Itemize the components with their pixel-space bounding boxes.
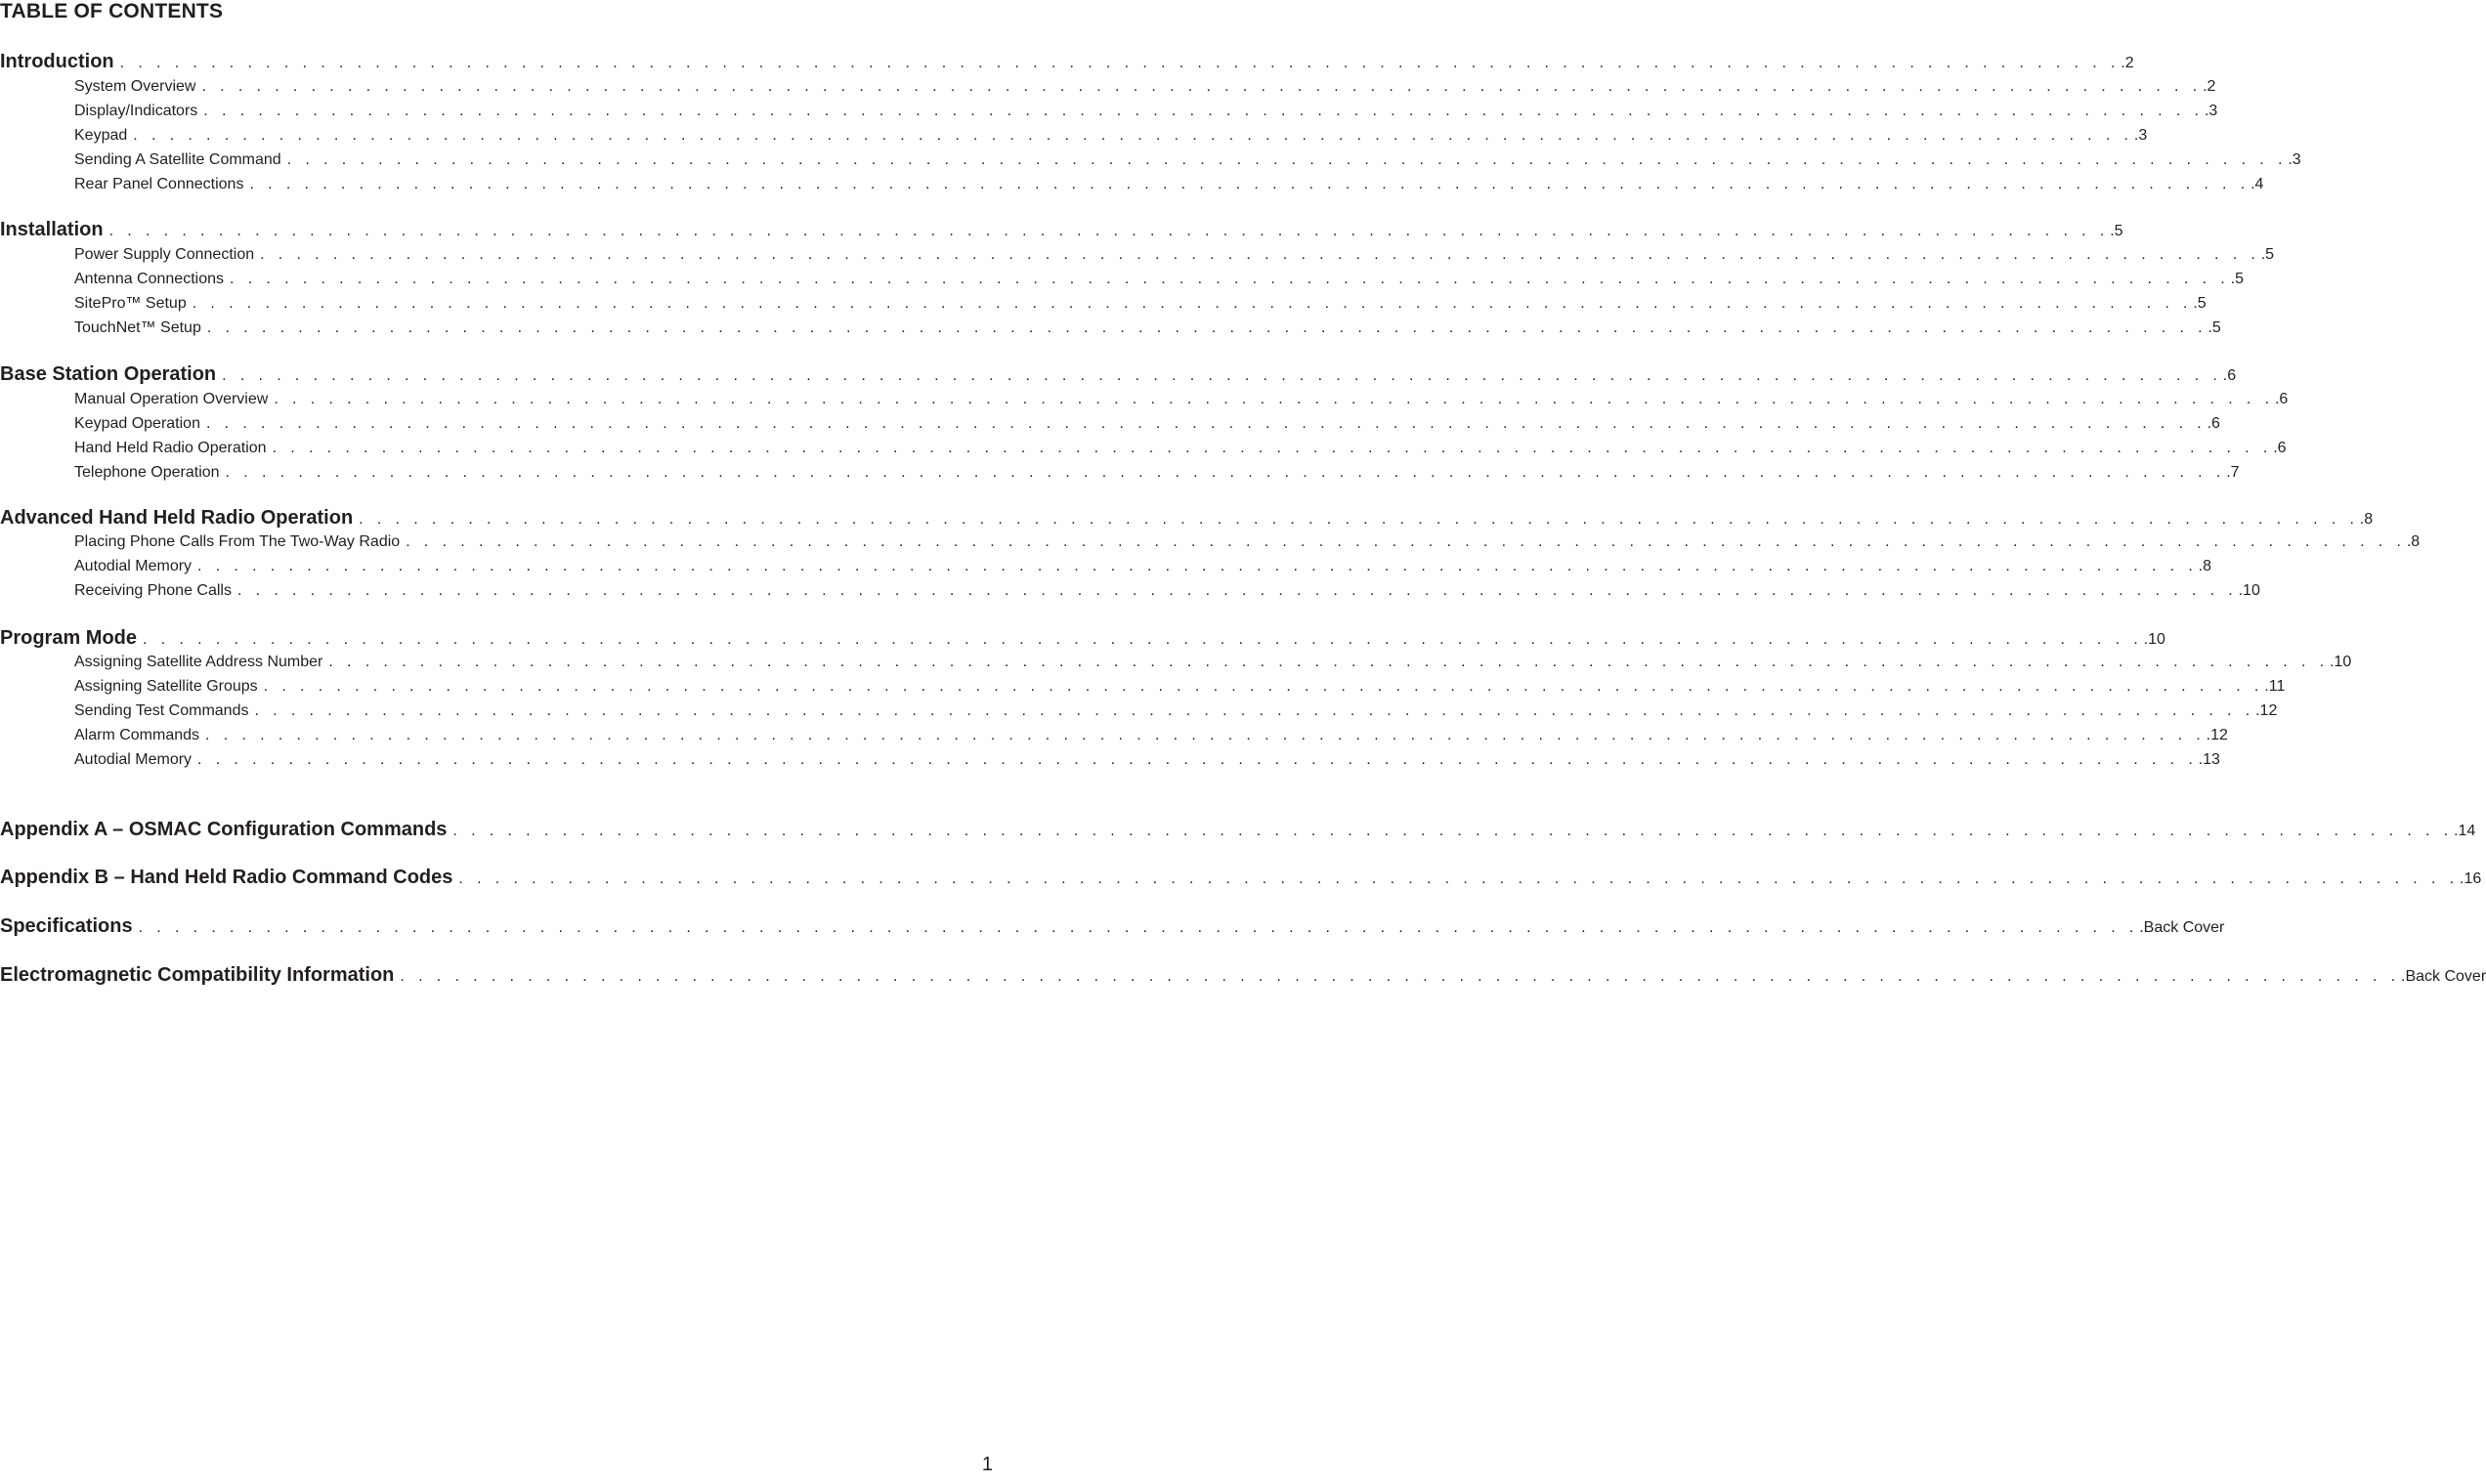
toc-entry-label: Autodial Memory <box>74 558 193 574</box>
toc-item-hand-held-radio-operation[interactable] <box>74 440 2287 457</box>
toc-entry-label: Appendix B – Hand Held Radio Command Codes <box>0 867 453 888</box>
page-title: TABLE OF CONTENTS <box>0 0 224 22</box>
toc-item-antenna-connections[interactable] <box>74 271 2244 288</box>
toc-item-touchnet-setup[interactable] <box>74 319 2221 337</box>
toc-leader: . . . . . . . . . . . . . . . . . . . . . . . . . . . . . . . . . . . . . . . . . . . . . . . . . . . . . . . . . . . . . . . . . . . . . . . . . . . . . . . . . . . . . . . . . . . . . . . . . . . . . . . . . . . . . . <box>328 654 2329 670</box>
toc-entry-label: Receiving Phone Calls <box>74 582 232 599</box>
toc-leader: . . . . . . . . . . . . . . . . . . . . . . . . . . . . . . . . . . . . . . . . . . . . . . . . . . . . . . . . . . . . . . . . . . . . . . . . . . . . . . . . . . . . . . . . . . . . . . . . . . . . . . . . . . . . . . <box>205 415 2207 432</box>
toc-leader: . . . . . . . . . . . . . . . . . . . . . . . . . . . . . . . . . . . . . . . . . . . . . . . . . . . . . . . . . . . . . . . . . . . . . . . . . . . . . . . . . . . . . . . . . . . . . . . . . . . . . . . . . . . . . . <box>458 870 2460 887</box>
toc-section-program-mode[interactable] <box>0 627 2165 650</box>
toc-entry-label: Appendix A – OSMAC Configuration Commands <box>0 819 448 840</box>
toc-item-autodial-memory[interactable] <box>74 558 2212 575</box>
toc-entry-label: Sending A Satellite Command <box>74 151 281 168</box>
toc-entry-page: .2 <box>2121 55 2134 71</box>
toc-leader: . . . . . . . . . . . . . . . . . . . . . . . . . . . . . . . . . . . . . . . . . . . . . . . . . . . . . . . . . . . . . . . . . . . . . . . . . . . . . . . . . . . . . . . . . . . . . . . . . . . . . . . . . . . . . . <box>205 727 2206 743</box>
toc-entry-page: .5 <box>2207 319 2221 336</box>
toc-entry-page: .2 <box>2203 78 2216 95</box>
toc-entry-label: SitePro™ Setup <box>74 295 187 312</box>
toc-section-emc-information[interactable] <box>0 964 2486 987</box>
toc-entry-page: .5 <box>2193 295 2207 312</box>
page-number: 1 <box>981 1454 993 1475</box>
toc-entry-label: Installation <box>0 219 104 240</box>
toc-leader: . . . . . . . . . . . . . . . . . . . . . . . . . . . . . . . . . . . . . . . . . . . . . . . . . . . . . . . . . . . . . . . . . . . . . . . . . . . . . . . . . . . . . . . . . . . . . . . . . . . . . . . . . . . . . . <box>263 678 2264 695</box>
toc-entry-page: .5 <box>2110 223 2123 239</box>
toc-entry-label: System Overview <box>74 78 196 95</box>
toc-entry-label: Placing Phone Calls From The Two-Way Radio <box>74 533 401 550</box>
toc-leader: . . . . . . . . . . . . . . . . . . . . . . . . . . . . . . . . . . . . . . . . . . . . . . . . . . . . . . . . . . . . . . . . . . . . . . . . . . . . . . . . . . . . . . . . . . . . . . . . . . . . . . . . . . . . . . <box>197 751 2198 768</box>
toc-item-power-supply-connection[interactable] <box>74 246 2275 264</box>
toc-section-advanced-hand-held-radio[interactable] <box>0 507 2374 530</box>
toc-entry-page: .11 <box>2264 678 2286 695</box>
toc-entry-page: .12 <box>2206 727 2228 743</box>
toc-leader: . . . . . . . . . . . . . . . . . . . . . . . . . . . . . . . . . . . . . . . . . . . . . . . . . . . . . . . . . . . . . . . . . . . . . . . . . . . . . . . . . . . . . . . . . . . . . . . . . . . . . . . . . . . . . . <box>236 582 2238 599</box>
toc-entry-label: Electromagnetic Compatibility Information <box>0 964 395 986</box>
toc-item-sending-satellite-command[interactable] <box>74 151 2301 169</box>
toc-entry-page: .10 <box>2329 654 2352 670</box>
toc-leader: . . . . . . . . . . . . . . . . . . . . . . . . . . . . . . . . . . . . . . . . . . . . . . . . . . . . . . . . . . . . . . . . . . . . . . . . . . . . . . . . . . . . . . . . . . . . . . . . . . . . . . . . . . . . . . <box>272 440 2273 456</box>
toc-entry-page: .8 <box>2406 533 2421 550</box>
toc-entry-label: Rear Panel Connections <box>74 176 244 192</box>
toc-item-autodial-memory-2[interactable] <box>74 751 2220 769</box>
toc-section-introduction[interactable] <box>0 51 2134 73</box>
toc-entry-page: .Back Cover <box>2401 968 2486 985</box>
toc-item-sitepro-setup[interactable] <box>74 295 2207 313</box>
toc-entry-label: Specifications <box>0 915 133 937</box>
toc-entry-label: Antenna Connections <box>74 271 224 287</box>
toc-entry-page: .3 <box>2133 127 2148 144</box>
toc-entry-page: .Back Cover <box>2139 919 2225 936</box>
toc-entry-page: .5 <box>2230 271 2244 287</box>
toc-item-keypad[interactable] <box>74 127 2148 145</box>
toc-entry-page: .6 <box>2222 367 2237 384</box>
toc-entry-label: Sending Test Commands <box>74 702 249 719</box>
toc-leader: . . . . . . . . . . . . . . . . . . . . . . . . . . . . . . . . . . . . . . . . . . . . . . . . . . . . . . . . . . . . . . . . . . . . . . . . . . . . . . . . . . . . . . . . . . . . . . . . . . . . . . . . . . . . . . <box>286 151 2288 168</box>
toc-entry-label: Assigning Satellite Groups <box>74 678 258 695</box>
toc-entry-page: .7 <box>2226 464 2240 481</box>
toc-section-base-station-operation[interactable] <box>0 363 2237 386</box>
toc-entry-label: Telephone Operation <box>74 464 220 481</box>
toc-item-alarm-commands[interactable] <box>74 727 2228 744</box>
toc-item-manual-operation-overview[interactable] <box>74 391 2289 408</box>
toc-leader: . . . . . . . . . . . . . . . . . . . . . . . . . . . . . . . . . . . . . . . . . . . . . . . . . . . . . . . . . . . . . . . . . . . . . . . . . . . . . . . . . . . . . . . . . . . . . . . . . . . . . . . . . . . . . . <box>201 78 2203 95</box>
toc-entry-label: Keypad Operation <box>74 415 200 432</box>
toc-entry-page: .6 <box>2274 391 2289 407</box>
toc-entry-label: TouchNet™ Setup <box>74 319 201 336</box>
toc-item-assigning-satellite-address[interactable] <box>74 654 2352 671</box>
toc-entry-label: Autodial Memory <box>74 751 193 768</box>
toc-leader: . . . . . . . . . . . . . . . . . . . . . . . . . . . . . . . . . . . . . . . . . . . . . . . . . . . . . . . . . . . . . . . . . . . . . . . . . . . . . . . . . . . . . . . . . . . . . . . . . . . . . . . . . . . . . . <box>230 271 2230 287</box>
toc-item-receiving-phone-calls[interactable] <box>74 582 2260 600</box>
toc-entry-page: .12 <box>2255 702 2278 719</box>
toc-entry-label: Keypad <box>74 127 128 144</box>
toc-entry-page: .4 <box>2250 176 2264 192</box>
toc-entry-label: Alarm Commands <box>74 727 200 743</box>
toc-leader: . . . . . . . . . . . . . . . . . . . . . . . . . . . . . . . . . . . . . . . . . . . . . . . . . . . . . . . . . . . . . . . . . . . . . . . . . . . . . . . . . . . . . . . . . . . . . . . . . . . . . . . . . . . . . . <box>206 319 2207 336</box>
toc-item-assigning-satellite-groups[interactable] <box>74 678 2286 696</box>
toc-entry-page: .8 <box>2359 511 2374 528</box>
toc-leader: . . . . . . . . . . . . . . . . . . . . . . . . . . . . . . . . . . . . . . . . . . . . . . . . . . . . . . . . . . . . . . . . . . . . . . . . . . . . . . . . . . . . . . . . . . . . . . . . . . . . . . . . . . . . . . <box>133 127 2133 144</box>
toc-entry-label: Display/Indicators <box>74 103 198 119</box>
toc-entry-label: Base Station Operation <box>0 363 217 385</box>
toc-entry-page: .6 <box>2207 415 2220 432</box>
toc-leader: . . . . . . . . . . . . . . . . . . . . . . . . . . . . . . . . . . . . . . . . . . . . . . . . . . . . . . . . . . . . . . . . . . . . . . . . . . . . . . . . . . . . . . . . . . . . . . . . . . . . . . . . . . . . . . <box>143 631 2143 648</box>
toc-leader: . . . . . . . . . . . . . . . . . . . . . . . . . . . . . . . . . . . . . . . . . . . . . . . . . . . . . . . . . . . . . . . . . . . . . . . . . . . . . . . . . . . . . . . . . . . . . . . . . . . . . . . . . . . . . . <box>254 702 2255 719</box>
toc-section-appendix-b[interactable] <box>0 867 2482 889</box>
toc-entry-page: .14 <box>2454 823 2476 839</box>
toc-leader: . . . . . . . . . . . . . . . . . . . . . . . . . . . . . . . . . . . . . . . . . . . . . . . . . . . . . . . . . . . . . . . . . . . . . . . . . . . . . . . . . . . . . . . . . . . . . . . . . . . . . . . . . . . . . . <box>249 176 2250 192</box>
toc-entry-page: .10 <box>2143 631 2165 648</box>
toc-entry-label: Hand Held Radio Operation <box>74 440 267 456</box>
toc-leader: . . . . . . . . . . . . . . . . . . . . . . . . . . . . . . . . . . . . . . . . . . . . . . . . . . . . . . . . . . . . . . . . . . . . . . . . . . . . . . . . . . . . . . . . . . . . . . . . . . . . . . . . . . . . . . <box>119 55 2121 71</box>
toc-entry-label: Advanced Hand Held Radio Operation <box>0 507 354 529</box>
toc-item-system-overview[interactable] <box>74 78 2216 96</box>
toc-leader: . . . . . . . . . . . . . . . . . . . . . . . . . . . . . . . . . . . . . . . . . . . . . . . . . . . . . . . . . . . . . . . . . . . . . . . . . . . . . . . . . . . . . . . . . . . . . . . . . . . . . . . . . . . . . . <box>359 511 2359 528</box>
toc-item-display-indicators[interactable] <box>74 103 2218 120</box>
toc-item-sending-test-commands[interactable] <box>74 702 2278 720</box>
toc-leader: . . . . . . . . . . . . . . . . . . . . . . . . . . . . . . . . . . . . . . . . . . . . . . . . . . . . . . . . . . . . . . . . . . . . . . . . . . . . . . . . . . . . . . . . . . . . . . . . . . . . . . . . . . . . . . <box>260 246 2260 263</box>
toc-entry-page: .16 <box>2460 870 2482 887</box>
toc-section-specifications[interactable] <box>0 915 2225 938</box>
toc-section-appendix-a[interactable] <box>0 819 2476 841</box>
toc-leader: . . . . . . . . . . . . . . . . . . . . . . . . . . . . . . . . . . . . . . . . . . . . . . . . . . . . . . . . . . . . . . . . . . . . . . . . . . . . . . . . . . . . . . . . . . . . . . . . . . . . . . . . . . . . . . <box>400 968 2401 985</box>
toc-entry-page: .3 <box>2288 151 2301 168</box>
toc-item-keypad-operation[interactable] <box>74 415 2220 433</box>
toc-entry-page: .13 <box>2198 751 2220 768</box>
toc-leader: . . . . . . . . . . . . . . . . . . . . . . . . . . . . . . . . . . . . . . . . . . . . . . . . . . . . . . . . . . . . . . . . . . . . . . . . . . . . . . . . . . . . . . . . . . . . . . . . . . . . . . . . . . . . . . <box>138 919 2139 936</box>
toc-leader: . . . . . . . . . . . . . . . . . . . . . . . . . . . . . . . . . . . . . . . . . . . . . . . . . . . . . . . . . . . . . . . . . . . . . . . . . . . . . . . . . . . . . . . . . . . . . . . . . . . . . . . . . . . . . . <box>274 391 2274 407</box>
toc-leader: . . . . . . . . . . . . . . . . . . . . . . . . . . . . . . . . . . . . . . . . . . . . . . . . . . . . . . . . . . . . . . . . . . . . . . . . . . . . . . . . . . . . . . . . . . . . . . . . . . . . . . . . . . . . . . <box>222 367 2222 384</box>
toc-entry-page: .6 <box>2273 440 2287 456</box>
toc-entry-page: .8 <box>2198 558 2212 574</box>
toc-entry-label: Introduction <box>0 51 114 72</box>
toc-section-installation[interactable] <box>0 219 2123 241</box>
toc-entry-label: Manual Operation Overview <box>74 391 269 407</box>
toc-entry-page: .5 <box>2260 246 2275 263</box>
toc-leader: . . . . . . . . . . . . . . . . . . . . . . . . . . . . . . . . . . . . . . . . . . . . . . . . . . . . . . . . . . . . . . . . . . . . . . . . . . . . . . . . . . . . . . . . . . . . . . . . . . . . . . . . . . . . . . <box>192 295 2193 312</box>
toc-leader: . . . . . . . . . . . . . . . . . . . . . . . . . . . . . . . . . . . . . . . . . . . . . . . . . . . . . . . . . . . . . . . . . . . . . . . . . . . . . . . . . . . . . . . . . . . . . . . . . . . . . . . . . . . . . . <box>108 223 2110 239</box>
toc-entry-page: .3 <box>2204 103 2218 119</box>
toc-leader: . . . . . . . . . . . . . . . . . . . . . . . . . . . . . . . . . . . . . . . . . . . . . . . . . . . . . . . . . . . . . . . . . . . . . . . . . . . . . . . . . . . . . . . . . . . . . . . . . . . . . . . . . . . . . . <box>452 823 2454 839</box>
toc-leader: . . . . . . . . . . . . . . . . . . . . . . . . . . . . . . . . . . . . . . . . . . . . . . . . . . . . . . . . . . . . . . . . . . . . . . . . . . . . . . . . . . . . . . . . . . . . . . . . . . . . . . . . . . . . . . <box>197 558 2198 574</box>
toc-item-placing-phone-calls[interactable] <box>74 533 2421 551</box>
toc-entry-label: Program Mode <box>0 627 138 649</box>
toc-entry-page: .10 <box>2238 582 2260 599</box>
toc-leader: . . . . . . . . . . . . . . . . . . . . . . . . . . . . . . . . . . . . . . . . . . . . . . . . . . . . . . . . . . . . . . . . . . . . . . . . . . . . . . . . . . . . . . . . . . . . . . . . . . . . . . . . . . . . . . <box>203 103 2204 119</box>
toc-entry-label: Power Supply Connection <box>74 246 255 263</box>
toc-item-rear-panel-connections[interactable] <box>74 176 2264 193</box>
toc-item-telephone-operation[interactable] <box>74 464 2240 482</box>
toc-entry-label: Assigning Satellite Address Number <box>74 654 323 670</box>
toc-leader: . . . . . . . . . . . . . . . . . . . . . . . . . . . . . . . . . . . . . . . . . . . . . . . . . . . . . . . . . . . . . . . . . . . . . . . . . . . . . . . . . . . . . . . . . . . . . . . . . . . . . . . . . . . . . . <box>406 533 2406 550</box>
toc-leader: . . . . . . . . . . . . . . . . . . . . . . . . . . . . . . . . . . . . . . . . . . . . . . . . . . . . . . . . . . . . . . . . . . . . . . . . . . . . . . . . . . . . . . . . . . . . . . . . . . . . . . . . . . . . . . <box>225 464 2226 481</box>
